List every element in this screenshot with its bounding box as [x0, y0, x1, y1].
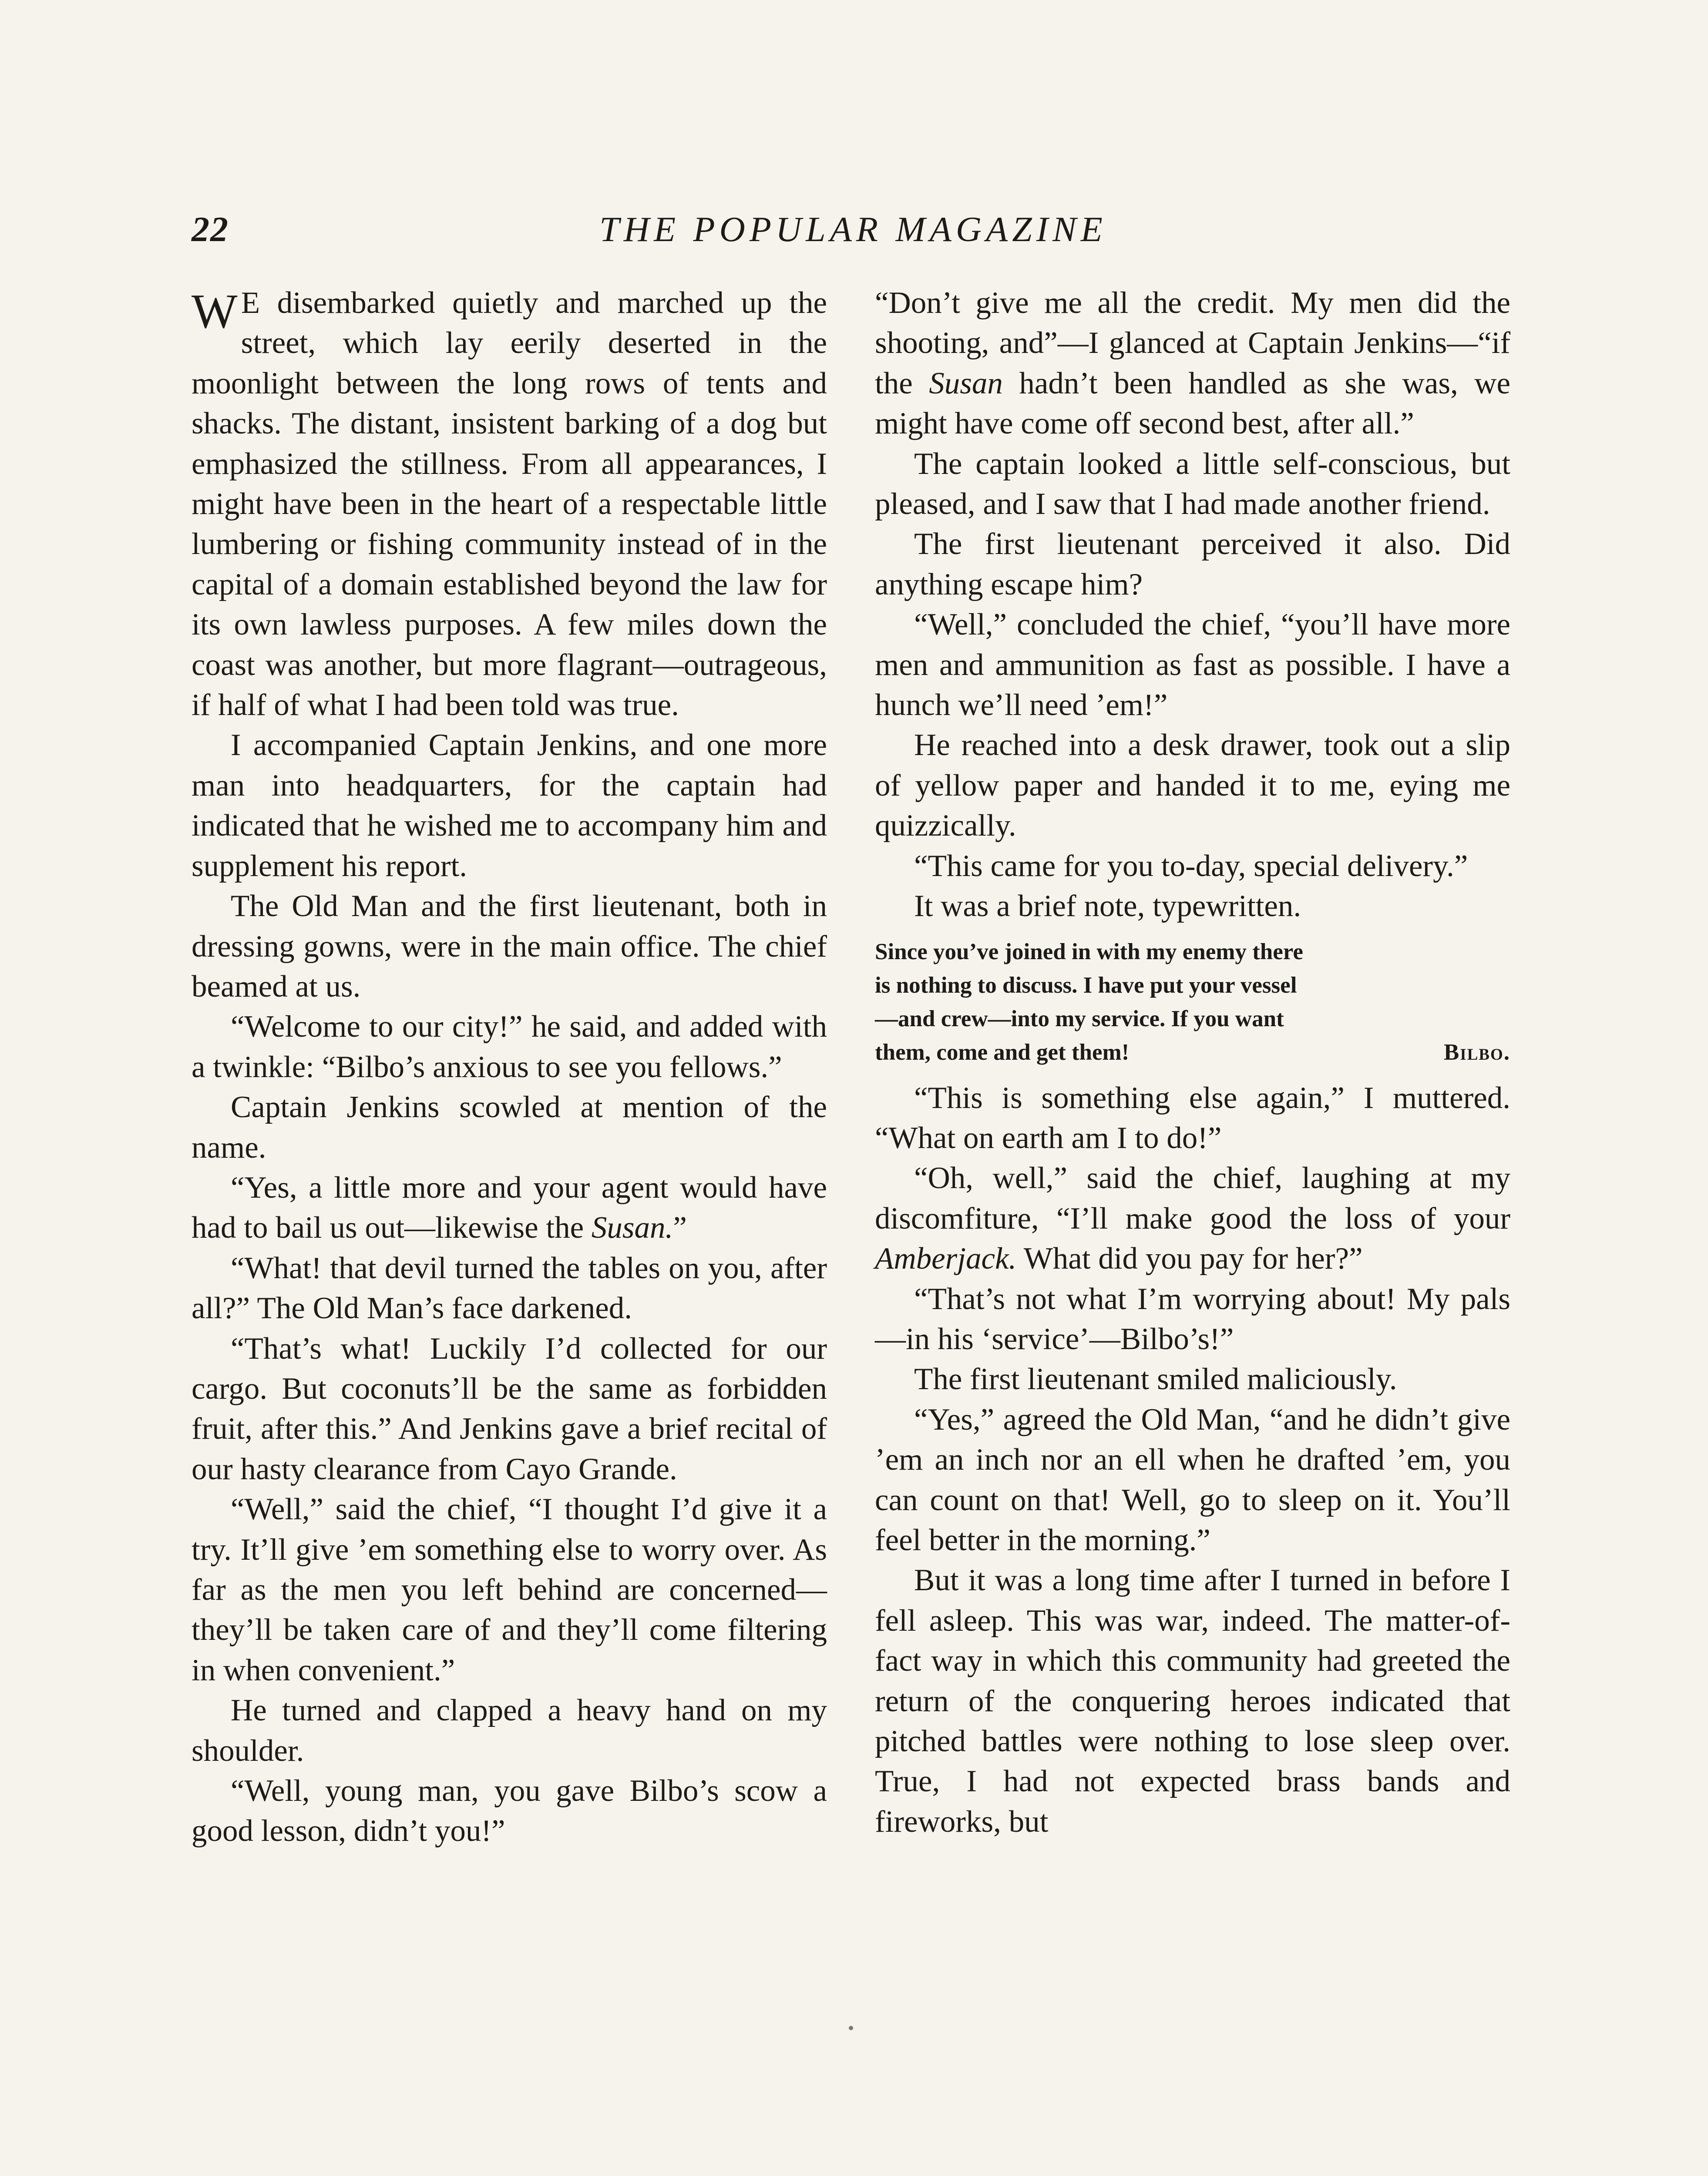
note-line-last	[875, 1036, 1510, 1069]
paragraph	[875, 1158, 1510, 1279]
paragraph: But it was a long time after I turned in before I fell asleep. This was war, indeed. The matter-of-fact way in which this community had greeted the return of the conquering heroes indicated that pitched battles were nothing to lose sleep over. True, I had not expected brass bands and fireworks, but	[875, 1563, 1510, 1839]
paragraph: “Well,” concluded the chief, “you’ll have more men and ammunition as fast as possible. I have a hunch we’ll need ’em!”	[875, 608, 1510, 722]
note-signature: Bilbo.	[1443, 1039, 1510, 1065]
paragraph: I accompanied Captain Jenkins, and one more man into headquarters, for the captain had indicated that he wished me to accompany him and supplement his report.	[192, 728, 827, 883]
paragraph: The captain looked a little self-conscious, but pleased, and I saw that I had made another friend.	[875, 447, 1510, 521]
paragraph: He turned and clapped a heavy hand on my shoulder.	[192, 1693, 827, 1768]
note-line: —and crew—into my service. If you want	[875, 1006, 1284, 1031]
paragraph: “Well,” said the chief, “I thought I’d give it a try. It’ll give ’em something else to worry over. As far as the men you left behind are concerned—they’ll be taken care of and they’ll come filtering in when convenient.”	[192, 1492, 827, 1687]
paragraph: “Well, young man, you gave Bilbo’s scow a good lesson, didn’t you!”	[192, 1774, 827, 1848]
paragraph: “That’s not what I’m worrying about! My pals—in his ‘service’—Bilbo’s!”	[875, 1282, 1510, 1356]
paragraph	[875, 283, 1510, 444]
paragraph: Captain Jenkins scowled at mention of the name.	[192, 1090, 827, 1165]
paragraph	[192, 283, 827, 725]
running-title: THE POPULAR MAGAZINE	[599, 209, 1107, 249]
paragraph-text: ”	[673, 1211, 687, 1245]
left-column	[192, 283, 827, 1851]
italic-ship-name: Susan.	[591, 1211, 673, 1245]
paragraph	[192, 1168, 827, 1248]
paragraph-text: E disembarked quietly and marched up the street, which lay eerily deserted in the moonlight between the long rows of tents and shacks. The distant, insistent barking of a dog but emphasized the stillness. From all appearances, I might have been in the heart of a respectable little lumbering or fishing community instead of in the capital of a domain established beyond the law for its own lawless purposes. A few miles down the coast was another, but more flagrant—outrageous, if half of what I had been told was true.	[192, 286, 827, 722]
paragraph: “This came for you to-day, special delivery.”	[914, 849, 1468, 883]
paragraph-text: “Don’t give me all the credit. My men did the shooting, and”—I glanced at Captain Jenkins—“if the	[875, 286, 1510, 400]
paragraph: It was a brief note, typewritten.	[914, 889, 1301, 923]
page-header	[192, 209, 1515, 261]
paragraph: The first lieutenant smiled maliciously.	[914, 1362, 1397, 1397]
italic-ship-name: Susan	[929, 366, 1003, 400]
typewritten-note	[875, 935, 1510, 1069]
page-number: 22	[192, 209, 229, 249]
paragraph-text: What did you pay for her?”	[1016, 1242, 1363, 1276]
paragraph: “Yes,” agreed the Old Man, “and he didn’t give ’em an inch nor an ell when he drafted ’em, you can count on that! Well, go to sleep on it. You’ll feel better in the morning.”	[875, 1402, 1510, 1557]
paragraph-text: hadn’t been handled as she was, we might have come off second best, after all.”	[875, 366, 1510, 441]
paragraph: “That’s what! Luckily I’d collected for our cargo. But coconuts’ll be the same as forbidden fruit, after this.” And Jenkins gave a brief recital of our hasty clearance from Cayo Grande.	[192, 1331, 827, 1486]
paragraph: “This is something else again,” I muttered. “What on earth am I to do!”	[875, 1081, 1510, 1155]
paragraph: “What! that devil turned the tables on you, after all?” The Old Man’s face darkened.	[192, 1251, 827, 1326]
right-column	[875, 283, 1510, 1842]
paragraph: The first lieutenant perceived it also. Did anything escape him?	[875, 527, 1510, 601]
italic-ship-name: Amberjack.	[875, 1242, 1017, 1276]
paragraph: The Old Man and the first lieutenant, both in dressing gowns, were in the main office. The chief beamed at us.	[192, 889, 827, 1004]
drop-cap: W	[192, 285, 238, 339]
paragraph-text: “Oh, well,” said the chief, laughing at my discomfiture, “I’ll make good the loss of your	[875, 1161, 1510, 1236]
note-line: is nothing to discuss. I have put your vessel	[875, 972, 1297, 998]
note-line: Since you’ve joined in with my enemy there	[875, 939, 1303, 964]
paragraph-text: “Yes, a little more and your agent would have had to bail us out—likewise the	[192, 1170, 827, 1245]
paragraph: He reached into a desk drawer, took out a slip of yellow paper and handed it to me, eying me quizzically.	[875, 728, 1510, 843]
print-speck	[849, 2026, 853, 2030]
note-line-text: them, come and get them!	[875, 1039, 1130, 1065]
paragraph: “Welcome to our city!” he said, and added with a twinkle: “Bilbo’s anxious to see you fellows.”	[192, 1010, 827, 1084]
